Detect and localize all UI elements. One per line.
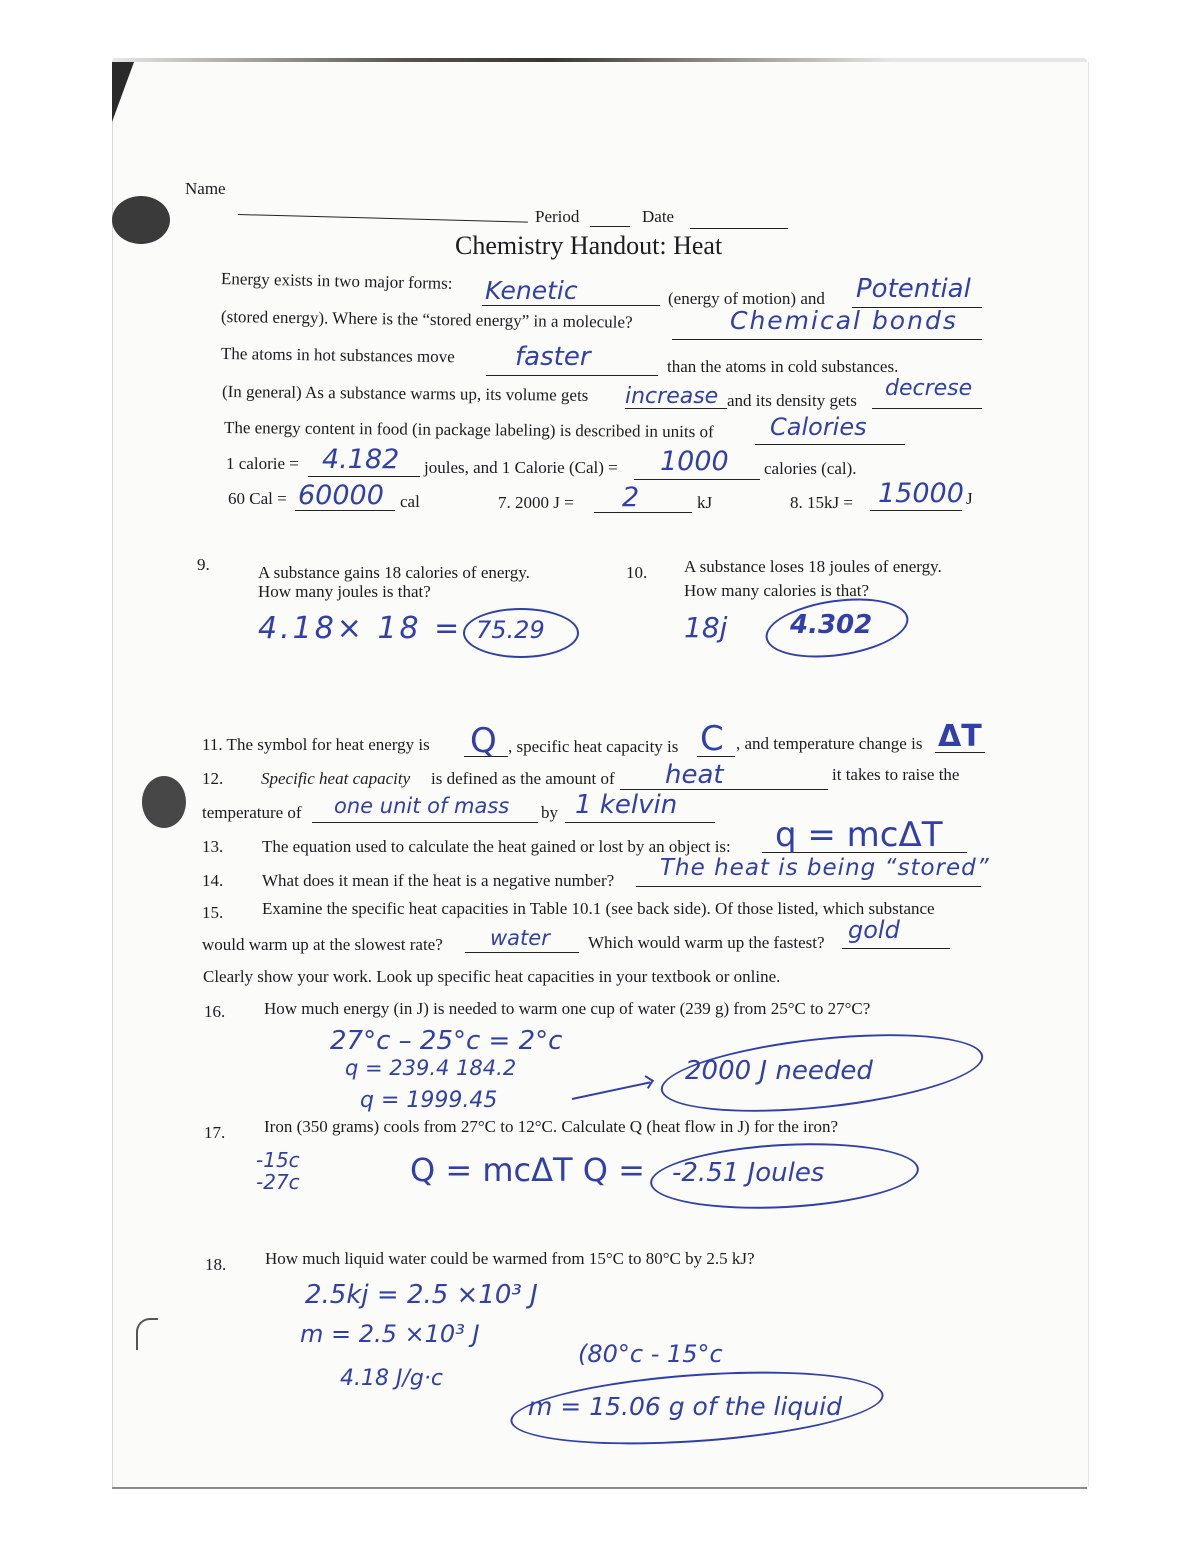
q18-number: 18.: [205, 1255, 227, 1274]
line-energy-forms: Energy exists in two major forms:: [220, 269, 453, 293]
line-stored-energy: (stored energy). Where is the “stored energy” in a molecule?: [220, 307, 633, 332]
q10-line1: A substance loses 18 joules of energy.: [684, 557, 942, 576]
period-label: Period: [535, 207, 580, 226]
q14-answer: The heat is being “stored”: [660, 855, 990, 881]
q12-text-e: by: [541, 803, 558, 822]
line-energy-motion: (energy of motion) and: [668, 289, 825, 308]
q9-answer: 75.29: [476, 616, 545, 644]
q15-answer-2: gold: [848, 916, 900, 944]
q10-number: 10.: [626, 563, 648, 582]
line-food-energy: The energy content in food (in package labeling) is described in units of: [223, 418, 714, 442]
q10-answer: 4.302: [790, 610, 873, 640]
q17-text: Iron (350 grams) cools from 27°C to 12°C. Calculate Q (heat flow in J) for the iron?: [264, 1117, 838, 1136]
q18-answer: m = 15.06 g of the liquid: [528, 1392, 842, 1421]
q17-work-2: -27c: [256, 1170, 300, 1194]
answer-q7: 2: [622, 482, 640, 513]
q15-line1: Examine the specific heat capacities in Table 10.1 (see back side). Of those listed, which substance: [262, 899, 935, 918]
date-blank[interactable]: [690, 228, 788, 229]
q11-answer-1: Q: [470, 721, 497, 761]
line-q8: 8. 15kJ =: [790, 493, 853, 512]
q11-text-b: , specific heat capacity is: [508, 737, 679, 756]
answer-decrease: decrese: [885, 376, 973, 401]
blank-density[interactable]: [872, 408, 982, 409]
q16-work-3: q = 1999.45: [360, 1088, 498, 1113]
q11-text: 11. The symbol for heat energy is: [202, 735, 430, 754]
punch-hole-middle: [142, 776, 186, 828]
q12-number: 12.: [202, 769, 224, 788]
line-60cal: 60 Cal =: [228, 489, 287, 508]
q16-work-1: 27°c – 25°c = 2°c: [330, 1026, 563, 1056]
line-volume: (In general) As a substance warms up, its volume gets: [221, 382, 589, 405]
answer-kinetic: Kenetic: [485, 276, 578, 305]
blank-food-units[interactable]: [755, 444, 905, 445]
q15-answer-1: water: [490, 926, 550, 950]
q14-blank[interactable]: [636, 886, 981, 887]
q15-number: 15.: [202, 903, 224, 922]
name-label: Name: [185, 179, 226, 198]
q9-line1: A substance gains 18 calories of energy.: [258, 563, 530, 582]
answer-increase: increase: [625, 384, 719, 409]
line-cal-unit: cal: [400, 492, 420, 511]
line-calorie-eq: 1 calorie =: [226, 454, 299, 473]
answer-faster: faster: [515, 342, 591, 372]
q16-answer: 2000 J needed: [685, 1056, 873, 1086]
q17-work-1: -15c: [256, 1148, 300, 1172]
q18-work-4: (80°c - 15°c: [578, 1340, 723, 1368]
blank-faster[interactable]: [486, 375, 658, 376]
q16-work-2: q = 239.4 184.2: [345, 1056, 517, 1080]
answer-potential: Potential: [856, 274, 971, 304]
date-label: Date: [642, 207, 675, 226]
q15-line2b: Which would warm up the fastest?: [588, 933, 825, 952]
q15-blank-2[interactable]: [842, 948, 950, 949]
q18-work-1: 2.5kj = 2.5 ×10³ J: [305, 1280, 538, 1310]
line-kj-unit: kJ: [697, 493, 713, 512]
line-joules-cal: joules, and 1 Calorie (Cal) =: [424, 458, 618, 477]
paper-bottom-edge: [112, 1487, 1087, 1489]
q12-term: Specific heat capacity: [261, 769, 411, 788]
blank-q8[interactable]: [870, 510, 962, 511]
q11-text-c: , and temperature change is: [736, 734, 923, 753]
line-density: and its density gets: [727, 391, 857, 410]
q12-text-d: temperature of: [202, 803, 302, 822]
line-q7: 7. 2000 J =: [498, 493, 574, 512]
q17-work-3: Q = mcΔT Q =: [410, 1151, 645, 1189]
answer-60000: 60000: [298, 480, 384, 511]
q12-text-b: is defined as the amount of: [431, 769, 615, 788]
q9-line2: How many joules is that?: [258, 582, 431, 601]
blank-kinetic[interactable]: [482, 305, 660, 306]
answer-calories: Calories: [770, 413, 867, 441]
q13-number: 13.: [202, 837, 224, 856]
punch-hole-top: [112, 196, 170, 244]
q14-text: What does it mean if the heat is a negative number?: [262, 871, 615, 890]
line-hot-substances: The atoms in hot substances move: [220, 344, 455, 367]
q13-answer: q = mcΔT: [775, 815, 943, 855]
q12-answer-2: one unit of mass: [334, 794, 510, 818]
q18-text: How much liquid water could be warmed from 15°C to 80°C by 2.5 kJ?: [265, 1249, 755, 1268]
paper-corner-shadow: [112, 62, 134, 122]
q11-answer-2: C: [700, 719, 724, 759]
instructions: Clearly show your work. Look up specific heat capacities in your textbook or online.: [203, 967, 781, 986]
q11-answer-3: ΔT: [938, 719, 982, 754]
q12-blank-3[interactable]: [565, 822, 715, 823]
page-title: Chemistry Handout: Heat: [455, 231, 723, 260]
answer-q8: 15000: [878, 478, 964, 509]
q15-blank-1[interactable]: [465, 952, 579, 953]
line-cold-substances: than the atoms in cold substances.: [667, 357, 899, 376]
q12-answer-1: heat: [665, 760, 724, 790]
q9-work: 4.18× 18 =: [258, 611, 463, 646]
q16-number: 16.: [204, 1002, 226, 1021]
answer-1000: 1000: [660, 446, 729, 477]
q9-number: 9.: [197, 555, 210, 574]
q15-line2a: would warm up at the slowest rate?: [202, 935, 443, 954]
q17-answer: -2.51 Joules: [672, 1158, 825, 1188]
q12-answer-3: 1 kelvin: [575, 790, 678, 820]
blank-q7[interactable]: [594, 512, 692, 513]
q16-text: How much energy (in J) is needed to warm one cup of water (239 g) from 25°C to 27°C?: [264, 999, 871, 1018]
blank-stored[interactable]: [672, 339, 982, 340]
q12-text-c: it takes to raise the: [832, 765, 960, 784]
line-calories-cal: calories (cal).: [764, 459, 857, 478]
line-j-unit: J: [966, 489, 973, 508]
punch-hole-bottom: [136, 1318, 158, 1350]
answer-chemical-bonds: Chemical bonds: [730, 306, 958, 335]
q10-line2: How many calories is that?: [684, 581, 870, 600]
q10-work: 18j: [684, 611, 728, 644]
q18-work-2: m = 2.5 ×10³ J: [300, 1320, 480, 1348]
q17-number: 17.: [204, 1123, 226, 1142]
q18-work-3: 4.18 J/g·c: [340, 1366, 443, 1391]
q14-number: 14.: [202, 871, 224, 890]
period-blank[interactable]: [590, 226, 630, 227]
blank-joules[interactable]: [308, 476, 420, 477]
q13-text: The equation used to calculate the heat gained or lost by an object is:: [262, 837, 731, 856]
q12-blank-2[interactable]: [312, 822, 538, 823]
blank-cal-conv[interactable]: [634, 479, 760, 480]
answer-joules: 4.182: [322, 444, 400, 475]
